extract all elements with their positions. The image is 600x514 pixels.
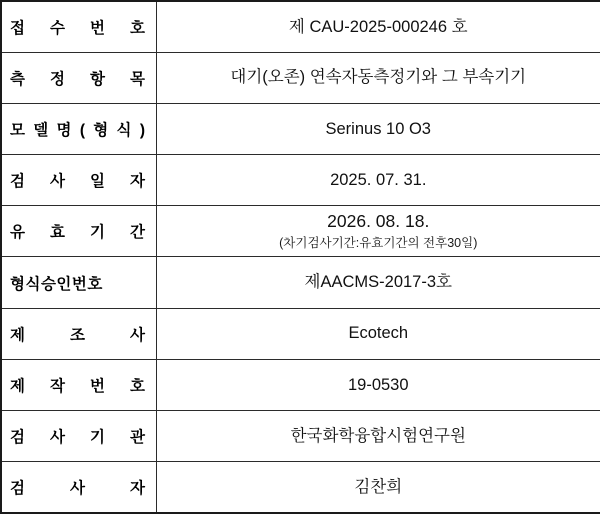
row-value-valid-period: [156, 206, 600, 257]
row-value-text-model: Serinus 10 O3: [325, 119, 431, 138]
row-label-serial-number: 제 작 번 호: [1, 359, 156, 410]
row-value-text-item: 대기(오존) 연속자동측정기와 그 부속기기: [230, 68, 527, 87]
row-label-approval-number: 형식승인번호: [1, 257, 156, 308]
table-row-model: [1, 103, 600, 154]
row-value-text-valid-period: 2026. 08. 18.: [327, 210, 430, 231]
table-row-serial-number: [1, 359, 600, 410]
table-row-inspector: [1, 462, 600, 513]
row-value-text-inspection-date: 2025. 07. 31.: [330, 170, 427, 189]
row-label-inspection-agency: 검 사 기 관: [1, 411, 156, 462]
row-label-receipt: 접 수 번 호: [1, 1, 156, 52]
table-row-item: [1, 52, 600, 103]
row-label-valid-period: 유 효 기 간: [1, 206, 156, 257]
row-value-manufacturer: [156, 308, 600, 359]
row-value-model: [156, 103, 600, 154]
row-value-receipt: [156, 1, 600, 52]
row-label-inspection-date: 검 사 일 자: [1, 155, 156, 206]
table-row-inspection-date: [1, 155, 600, 206]
row-value-text-manufacturer: Ecotech: [348, 324, 409, 343]
table-row-manufacturer: [1, 308, 600, 359]
table-row-inspection-agency: [1, 411, 600, 462]
row-value-text-serial-number: 19-0530: [347, 375, 409, 394]
row-label-item: 측 정 항 목: [1, 52, 156, 103]
table-row-approval-number: [1, 257, 600, 308]
row-value-inspector: [156, 462, 600, 513]
row-value-serial-number: [156, 359, 600, 410]
row-value-approval-number: [156, 257, 600, 308]
table-row-receipt: [1, 1, 600, 52]
table-row-valid-period: [1, 206, 600, 257]
row-label-inspector: 검 사 자: [1, 462, 156, 513]
row-value-item: [156, 52, 600, 103]
row-label-manufacturer: 제 조 사: [1, 308, 156, 359]
row-value-text-approval-number: 제AACMS-2017-3호: [304, 273, 452, 292]
row-value-inspection-agency: [156, 411, 600, 462]
row-value-note-valid-period: (차기검사기간:유효기간의 전후30일): [279, 235, 478, 250]
row-value-text-inspector: 김찬희: [354, 477, 403, 496]
row-label-model: 모 델 명 ( 형 식 ): [1, 103, 156, 154]
row-value-text-receipt: 제 CAU-2025-000246 호: [288, 17, 468, 36]
row-value-inspection-date: [156, 155, 600, 206]
row-value-text-inspection-agency: 한국화학융합시험연구원: [290, 426, 466, 445]
